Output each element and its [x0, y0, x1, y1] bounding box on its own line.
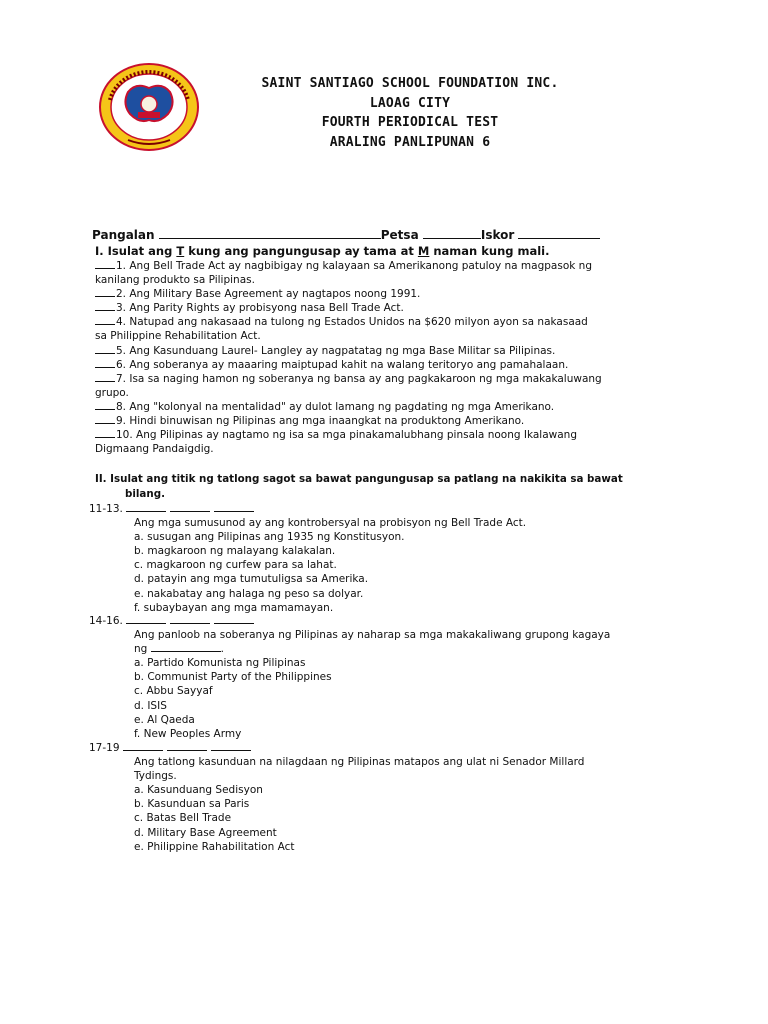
- item-text-continued: Digmaang Pandaigdig.: [95, 443, 214, 456]
- question-text: Ang panloob na soberanya ng Pilipinas ay naharap sa mga makakaliwang grupong kagaya: [134, 629, 611, 642]
- answer-blank[interactable]: [95, 400, 115, 410]
- question-number-row: [89, 614, 669, 628]
- answer-blank[interactable]: [95, 414, 115, 424]
- answer-blank[interactable]: [214, 502, 254, 512]
- answer-option: e. Philippine Rahabilitation Act: [134, 840, 295, 853]
- question-text: Ang tatlong kasunduan na nilagdaan ng Pilipinas matapos ang ulat ni Senador Millard: [134, 756, 585, 769]
- school-name: SAINT SANTIAGO SCHOOL FOUNDATION INC.: [261, 76, 559, 91]
- item-number: 4.: [116, 316, 130, 329]
- answer-blank[interactable]: [95, 372, 115, 382]
- student-info-row: [92, 227, 652, 242]
- answer-option: d. patayin ang mga tumutuligsa sa Amerika.: [134, 573, 369, 586]
- item-text: Ang soberanya ay maaaring maiptupad kahit na walang teritoryo ang pamahalaan.: [129, 358, 569, 371]
- question-text-continued: Tydings.: [134, 770, 177, 783]
- question-item: [95, 287, 675, 301]
- question-number-row: [89, 741, 669, 755]
- answer-blank[interactable]: [214, 614, 254, 624]
- question-item: [95, 344, 675, 358]
- answer-option: a. susugan ang Pilipinas ang 1935 ng Konstitusyon.: [134, 531, 405, 544]
- answer-blank[interactable]: [95, 301, 115, 311]
- item-text-continued: sa Philippine Rehabilitation Act.: [95, 330, 261, 343]
- multi-answer-question: [89, 741, 669, 854]
- item-number: 9.: [116, 415, 130, 428]
- school-seal-logo: [98, 62, 200, 152]
- item-text: Natupad ang nakasaad na tulong ng Estados Unidos na $620 milyon ayon sa nakasaad: [129, 316, 588, 329]
- name-field[interactable]: [159, 227, 381, 239]
- item-text-continued: kanilang produkto sa Pilipinas.: [95, 274, 255, 287]
- answer-option: d. ISIS: [134, 699, 167, 712]
- answer-option: b. magkaroon ng malayang kalakalan.: [134, 545, 336, 558]
- item-number: 3.: [116, 302, 130, 315]
- answer-option: f. New Peoples Army: [134, 727, 242, 740]
- school-city: LAOAG CITY: [369, 95, 451, 111]
- score-label: Iskor: [480, 228, 515, 242]
- answer-option: c. Abbu Sayyaf: [134, 685, 213, 698]
- answer-option: b. Communist Party of the Philippines: [134, 671, 332, 684]
- item-text: Ang Military Base Agreement ay nagtapos noong 1991.: [129, 288, 421, 301]
- item-number: 8.: [116, 400, 130, 413]
- part1-instructions: I. Isulat ang T kung ang pangungusap ay tama at M naman kung mali.: [95, 244, 550, 258]
- item-text-continued: grupo.: [95, 386, 129, 399]
- answer-option: f. subaybayan ang mga mamamayan.: [134, 601, 334, 614]
- answer-blank[interactable]: [170, 502, 210, 512]
- answer-blank[interactable]: [211, 741, 251, 751]
- answer-blank[interactable]: [95, 344, 115, 354]
- answer-blank[interactable]: [95, 287, 115, 297]
- answer-blank[interactable]: [126, 614, 166, 624]
- answer-blank[interactable]: [95, 358, 115, 368]
- school-header: [200, 74, 620, 152]
- answer-blank[interactable]: [123, 741, 163, 751]
- item-number: 2.: [116, 288, 130, 301]
- question-text: Ang mga sumusunod ay ang kontrobersyal na probisyon ng Bell Trade Act.: [134, 517, 527, 530]
- answer-option: e. nakabatay ang halaga ng peso sa dolyar.: [134, 587, 364, 600]
- item-text: Ang Bell Trade Act ay nagbibigay ng kalayaan sa Amerikanong patuloy na magpasok ng: [129, 260, 592, 272]
- answer-option: c. magkaroon ng curfew para sa lahat.: [134, 559, 337, 572]
- answer-option: a. Partido Komunista ng Pilipinas: [134, 657, 306, 670]
- answer-option: b. Kasunduan sa Paris: [134, 798, 250, 811]
- item-text: Ang "kolonyal na mentalidad" ay dulot lamang ng pagdating ng mga Amerikano.: [129, 400, 555, 413]
- item-text: Hindi binuwisan ng Pilipinas ang mga inaangkat na produktong Amerikano.: [129, 415, 525, 428]
- answer-blank[interactable]: [167, 741, 207, 751]
- item-text: Ang Kasunduang Laurel- Langley ay nagpatatag ng mga Base Militar sa Pilipinas.: [129, 344, 556, 357]
- question-number: 14-16.: [89, 615, 127, 627]
- fill-in-blank[interactable]: [151, 642, 221, 652]
- multi-answer-question: [89, 502, 669, 615]
- question-item: [95, 400, 675, 414]
- answer-option: a. Kasunduang Sedisyon: [134, 784, 263, 797]
- item-text: Ang Pilipinas ay nagtamo ng isa sa mga pinakamalubhang pinsala noong Ikalawang: [136, 429, 577, 442]
- answer-blank[interactable]: [95, 315, 115, 325]
- multi-answer-question: [89, 614, 669, 741]
- answer-blank[interactable]: [126, 502, 166, 512]
- answer-option: e. Al Qaeda: [134, 713, 195, 726]
- question-item: [95, 315, 675, 329]
- question-number: 17-19: [89, 742, 123, 754]
- item-number: 10.: [116, 429, 137, 442]
- date-label: Petsa: [380, 228, 419, 242]
- question-item: [95, 358, 675, 372]
- question-item: [95, 428, 675, 442]
- question-item: [95, 259, 675, 273]
- subject-title: ARALING PANLIPUNAN 6: [329, 134, 491, 150]
- answer-option: c. Batas Bell Trade: [134, 812, 232, 825]
- exam-title: FOURTH PERIODICAL TEST: [321, 115, 499, 130]
- item-number: 1.: [116, 260, 130, 272]
- score-field[interactable]: [518, 227, 600, 239]
- question-number: 11-13.: [89, 503, 127, 515]
- name-label: Pangalan: [92, 228, 155, 242]
- item-number: 7.: [116, 372, 130, 385]
- item-text: Isa sa naging hamon ng soberanya ng bansa ay ang pagkakaroon ng mga makakaluwang: [129, 372, 602, 385]
- question-item: [95, 414, 675, 428]
- answer-blank[interactable]: [95, 428, 115, 438]
- item-number: 5.: [116, 344, 130, 357]
- answer-blank[interactable]: [95, 259, 115, 269]
- question-text-continued: ng .: [134, 643, 225, 656]
- question-item: [95, 301, 675, 315]
- answer-option: d. Military Base Agreement: [134, 826, 277, 839]
- question-number-row: [89, 502, 669, 516]
- date-field[interactable]: [423, 227, 481, 239]
- item-text: Ang Parity Rights ay probisyong nasa Bell Trade Act.: [129, 302, 404, 315]
- item-number: 6.: [116, 358, 130, 371]
- part2-instructions: II. Isulat ang titik ng tatlong sagot sa bawat pangungusap sa patlang na nakikita sa bawat bilang.: [95, 473, 623, 500]
- part1-items: [95, 259, 675, 456]
- answer-blank[interactable]: [170, 614, 210, 624]
- question-item: [95, 372, 675, 386]
